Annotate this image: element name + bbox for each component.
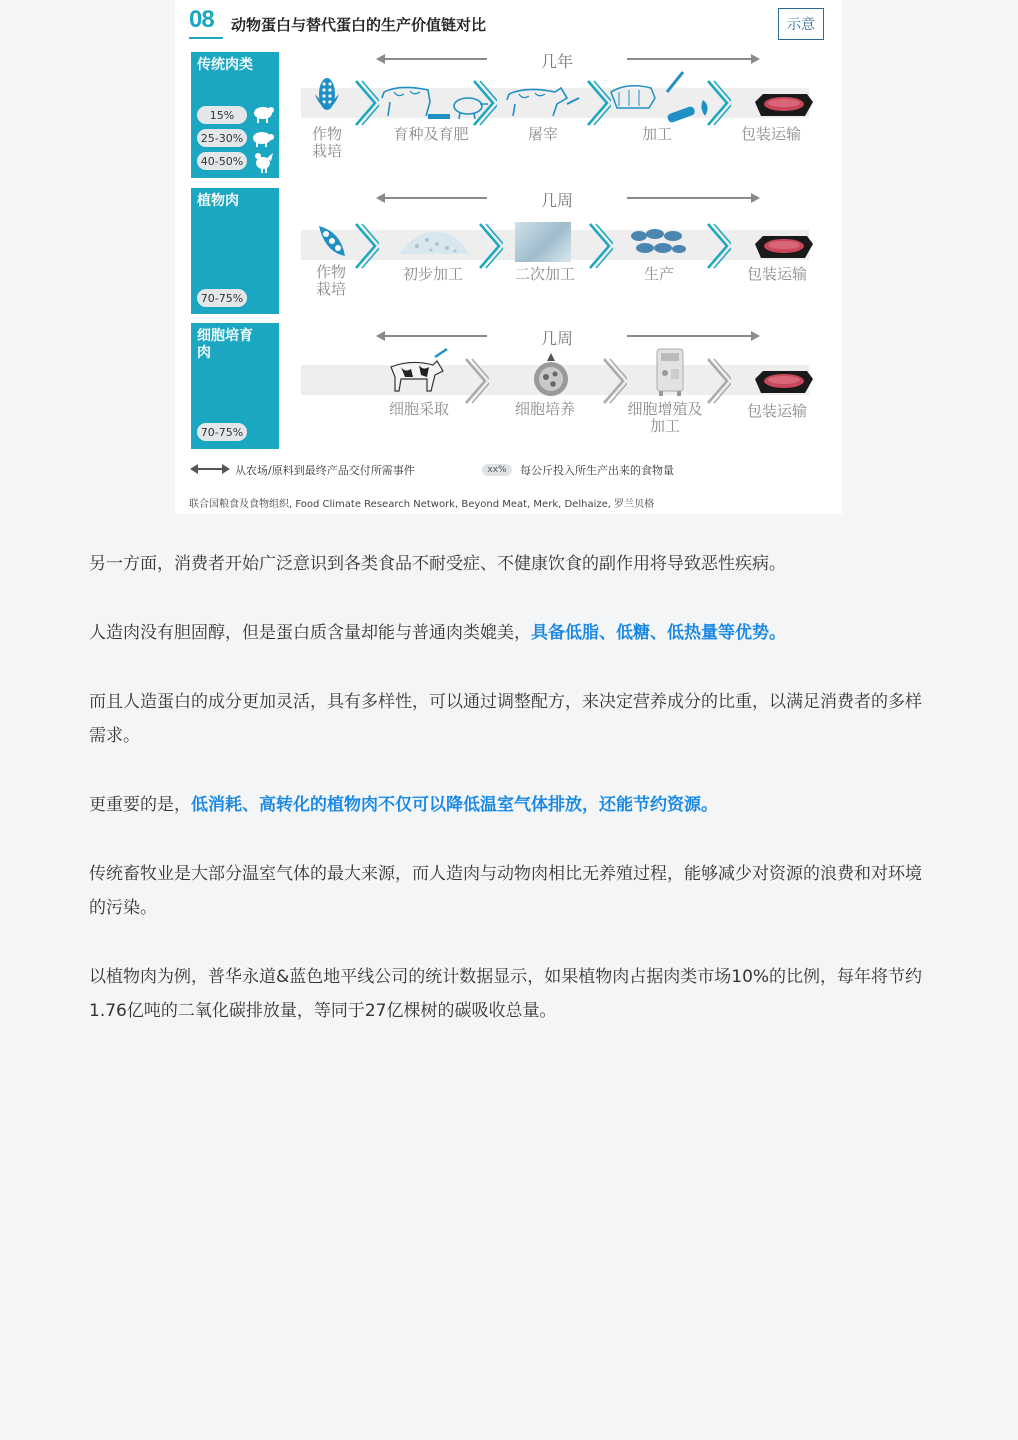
row-traditional-meat — [175, 52, 842, 180]
figure-number-underline — [189, 37, 223, 39]
bioreactor-icon — [653, 345, 687, 397]
yield-pill: 40-50% — [197, 152, 247, 170]
paragraph: 传统畜牧业是大部分温室气体的最大来源，而人造肉与动物肉相比无养殖过程，能够减少对资源的浪费和对环境的污染。 — [89, 864, 922, 918]
figure-legend — [189, 460, 829, 480]
flakes-icon — [397, 224, 471, 258]
chevron-icon — [705, 357, 731, 405]
sheep-icon — [251, 103, 275, 125]
step-label: 细胞增殖及 加工 — [627, 400, 703, 435]
petri-dish-icon — [529, 351, 573, 397]
step-label: 包装运输 — [746, 402, 807, 420]
row-cultured-meat — [175, 323, 842, 451]
step-label: 细胞培养 — [514, 400, 575, 418]
category-box-traditional — [191, 52, 279, 178]
chicken-icon — [251, 150, 275, 174]
chevron-icon — [353, 222, 379, 270]
category-name: 传统肉类 — [197, 57, 253, 73]
corn-icon — [312, 72, 342, 122]
processing-tools-icon — [607, 68, 717, 126]
time-arrow-line — [627, 335, 751, 337]
step-label: 作物 栽培 — [315, 263, 346, 298]
yield-pill: 70-75% — [197, 289, 247, 307]
legend-pill-sample: xx% — [482, 464, 512, 476]
figure-number: 08 — [189, 6, 214, 33]
legend-pill-text: 每公斤投入所生产出来的食物量 — [520, 464, 674, 477]
paragraph — [89, 788, 929, 822]
chevron-icon — [705, 79, 731, 127]
cow-cell-sampling-icon — [387, 347, 451, 395]
step-label: 二次加工 — [514, 265, 575, 283]
chevron-icon — [353, 79, 379, 127]
pig-icon — [251, 127, 275, 149]
cow-slaughter-icon — [505, 84, 583, 120]
paragraph-text: 人造肉没有胆固醇，但是蛋白质含量却能与普通肉类媲美， — [89, 623, 531, 643]
step-label: 包装运输 — [740, 125, 801, 143]
illustrative-badge: 示意 — [778, 8, 824, 40]
chevron-icon — [585, 79, 611, 127]
highlight-text: 具备低脂、低糖、低热量等优势。 — [531, 623, 786, 643]
pea-pod-icon — [311, 222, 351, 262]
step-label: 作物 栽培 — [311, 125, 342, 160]
category-name: 植物肉 — [197, 193, 239, 209]
chevron-icon — [471, 79, 497, 127]
meat-package-icon — [753, 232, 815, 262]
double-arrow-icon — [189, 463, 231, 475]
step-label: 加工 — [641, 125, 672, 143]
category-box-plant — [191, 188, 279, 314]
time-arrow-line — [627, 197, 751, 199]
yield-pill: 70-75% — [197, 423, 247, 441]
duration-label: 几周 — [540, 329, 573, 348]
step-label: 初步加工 — [402, 265, 463, 283]
category-name: 细胞培育 肉 — [197, 328, 253, 361]
time-arrow-right-head — [751, 193, 760, 203]
paragraph: 以植物肉为例，普华永道&蓝色地平线公司的统计数据显示，如果植物肉占据肉类市场10%的比例，每年将节约1.76亿吨的二氧化碳排放量，等同于27亿棵树的碳吸收总量。 — [89, 967, 923, 1021]
time-arrow-line — [383, 335, 487, 337]
time-arrow-right-head — [751, 331, 760, 341]
highlight-text: 低消耗、高转化的植物肉不仅可以降低温室气体排放，还能节约资源。 — [191, 795, 718, 815]
paragraph: 另一方面，消费者开始广泛意识到各类食品不耐受症、不健康饮食的副作用将导致恶性疾病。 — [89, 554, 786, 574]
paragraph: 而且人造蛋白的成分更加灵活，具有多样性，可以通过调整配方，来决定营养成分的比重，以满足消费者的多样需求。 — [89, 692, 922, 746]
legend-arrow-text: 从农场/原料到最终产品交付所需事件 — [235, 464, 415, 477]
chevron-icon — [601, 357, 627, 405]
yield-pill: 25-30% — [197, 129, 247, 147]
figure-title: 动物蛋白与替代蛋白的生产价值链对比 — [231, 16, 487, 34]
time-arrow-line — [383, 58, 487, 60]
paragraph-text: 更重要的是， — [89, 795, 191, 815]
time-arrow-line — [627, 58, 751, 60]
chevron-icon — [705, 222, 731, 270]
chevron-icon — [477, 222, 503, 270]
time-arrow-right-head — [751, 54, 760, 64]
step-label: 生产 — [643, 265, 674, 283]
step-label: 细胞采取 — [388, 400, 449, 418]
category-box-cultured — [191, 323, 279, 449]
meat-package-icon — [753, 90, 815, 120]
duration-label: 几年 — [540, 52, 573, 71]
meat-package-icon — [753, 367, 815, 397]
step-label: 育种及育肥 — [393, 125, 469, 143]
chevron-icon — [463, 357, 489, 405]
step-label: 屠宰 — [527, 125, 558, 143]
row-plant-based-meat — [175, 188, 842, 316]
paragraph — [89, 616, 929, 650]
duration-label: 几周 — [540, 191, 573, 210]
step-label: 包装运输 — [746, 265, 807, 283]
textured-protein-icon — [627, 224, 689, 260]
time-arrow-line — [383, 197, 487, 199]
yield-pill: 15% — [197, 106, 247, 124]
value-chain-figure — [175, 0, 842, 514]
figure-source: 联合国粮食及食物组织, Food Climate Research Network, Beyond Meat, Merk, Delhaize, 罗兰贝格 — [189, 499, 655, 510]
texture-photo-icon — [515, 222, 571, 262]
chevron-icon — [587, 222, 613, 270]
